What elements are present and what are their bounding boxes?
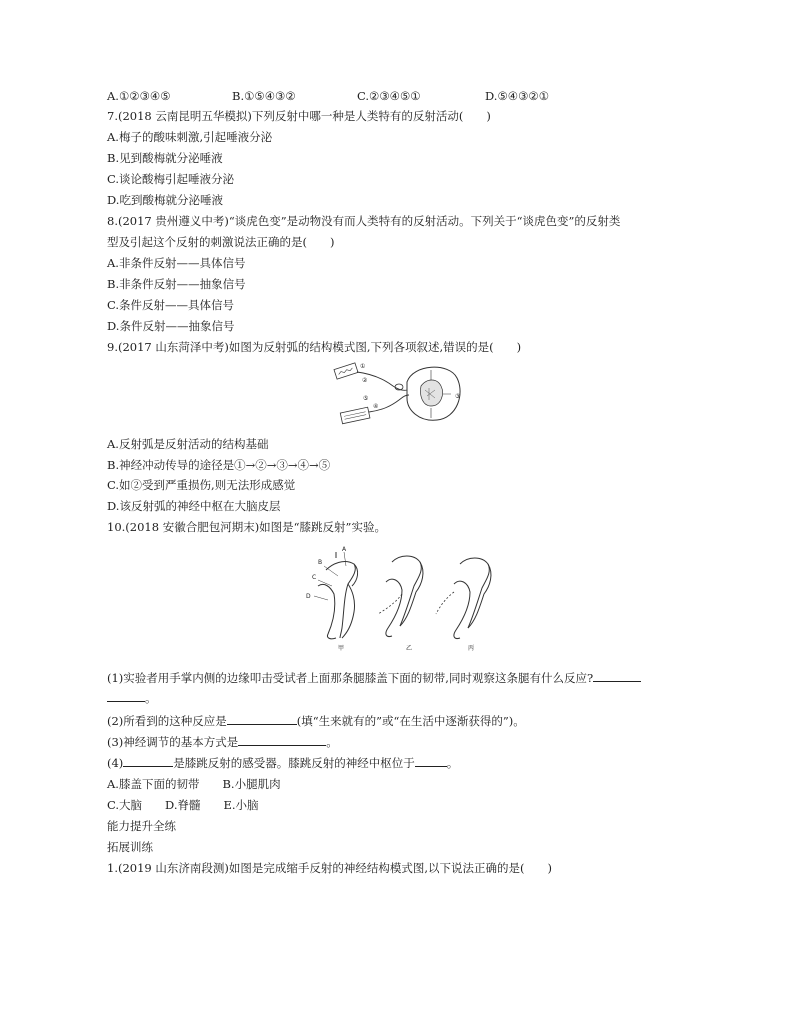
- q10-options-line1: A.膝盖下面的韧带 B.小腿肌肉: [107, 777, 281, 791]
- q6-option-a: A.①②③④⑤: [107, 89, 171, 103]
- spinal-cord: [407, 367, 460, 420]
- q9-option-a: A.反射弧是反射活动的结构基础: [107, 437, 269, 451]
- q10-part3: [107, 734, 338, 750]
- q6-option-d: D.⑤④③②①: [485, 89, 550, 103]
- q10-part1-blank-cont[interactable]: [107, 690, 145, 702]
- panel-jia-legs: [318, 552, 358, 639]
- q7-stem: 7.(2018 云南昆明五华模拟)下列反射中哪一种是人类特有的反射活动( ): [107, 109, 491, 123]
- q9-stem: 9.(2017 山东菏泽中考)如图为反射弧的结构模式图,下列各项叙述,错误的是( ): [107, 340, 522, 354]
- ext-q1-stem: 1.(2019 山东济南段测)如图是完成缩手反射的神经结构模式图,以下说法正确的是( ): [107, 861, 552, 875]
- reflex-arc-figure: [333, 360, 469, 428]
- q10-stem: 10.(2018 安徽合肥包河期末)如图是“膝跳反射”实验。: [107, 520, 386, 534]
- q8-option-d: D.条件反射——抽象信号: [107, 319, 235, 333]
- q10-part1-text: (1)实验者用手掌内侧的边缘叩击受试者上面那条腿膝盖下面的韧带,同时观察这条腿有什么反应?: [107, 671, 594, 685]
- q10-part4-blank1[interactable]: [123, 755, 173, 767]
- q10-part2-pre: (2)所看到的这种反应是: [107, 714, 227, 728]
- label-1: ①: [360, 363, 366, 370]
- q10-part1: [107, 670, 641, 686]
- effector-muscle: [340, 407, 370, 424]
- q9-option-d: D.该反射弧的神经中枢在大脑皮层: [107, 499, 281, 513]
- panel-label-yi: 乙: [406, 645, 413, 652]
- q6-option-b: B.①⑤④③②: [232, 89, 296, 103]
- panel-yi-swing: [378, 594, 402, 614]
- q7-option-a: A.梅子的酸味刺激,引起唾液分泌: [107, 130, 273, 144]
- q10-part4-mid: 是膝跳反射的感受器。膝跳反射的神经中枢位于: [173, 756, 415, 770]
- section-title: 能力提升全练: [107, 819, 176, 833]
- letter-c: C: [312, 574, 317, 581]
- q10-part2-blank[interactable]: [227, 713, 297, 725]
- letter-a: A: [342, 546, 347, 553]
- q10-part1-end: 。: [145, 691, 157, 705]
- q10-part4-pre: (4): [107, 756, 124, 770]
- q8-option-a: A.非条件反射——具体信号: [107, 256, 246, 270]
- q10-part3-pre: (3)神经调节的基本方式是: [107, 735, 239, 749]
- q9-option-b: B.神经冲动传导的途径是①→②→③→④→⑤: [107, 458, 331, 472]
- q8-stem-line1: 8.(2017 贵州遵义中考)“谈虎色变”是动物没有而人类特有的反射活动。下列关于“谈虎色变”的反射类: [107, 214, 621, 228]
- panel-bing-swing: [436, 592, 454, 614]
- panel-bing-legs: [454, 558, 491, 639]
- q10-part4-post: 。: [446, 756, 459, 770]
- q7-option-c: C.谈论酸梅引起唾液分泌: [107, 172, 235, 186]
- q10-part1-blank[interactable]: [593, 670, 641, 682]
- receptor-skin: [334, 363, 358, 379]
- q10-options-line2: C.大脑 D.脊髓 E.小脑: [107, 798, 259, 812]
- q7-option-b: B.见到酸梅就分泌唾液: [107, 151, 223, 165]
- q10-part2: [107, 713, 525, 729]
- letter-b: B: [318, 559, 323, 566]
- letter-d: D: [306, 593, 311, 600]
- panel-label-bing: 丙: [468, 645, 475, 652]
- q9-option-c: C.如②受到严重损伤,则无法形成感觉: [107, 478, 296, 492]
- q6-option-c: C.②③④⑤①: [357, 89, 421, 103]
- q10-part3-post: 。: [326, 735, 338, 749]
- label-5: ⑤: [363, 395, 369, 402]
- q10-part4: [107, 755, 458, 771]
- q10-part1-cont: [107, 690, 157, 706]
- q10-part4-blank2[interactable]: [415, 755, 447, 767]
- q8-option-c: C.条件反射——具体信号: [107, 298, 235, 312]
- q10-part3-blank[interactable]: [238, 734, 326, 746]
- q7-option-d: D.吃到酸梅就分泌唾液: [107, 193, 223, 207]
- panel-label-jia: 甲: [338, 645, 345, 652]
- q8-option-b: B.非条件反射——抽象信号: [107, 277, 246, 291]
- knee-jerk-figure: [296, 542, 506, 654]
- label-4: ④: [373, 403, 379, 410]
- section-subtitle: 拓展训练: [107, 840, 153, 854]
- label-2: ②: [362, 377, 368, 384]
- q8-stem-line2: 型及引起这个反射的刺激说法正确的是( ): [107, 235, 335, 249]
- panel-yi-legs: [386, 556, 423, 637]
- label-3: ③: [455, 393, 461, 400]
- q10-part2-post: (填“生来就有的”或“在生活中逐渐获得的”)。: [296, 714, 525, 728]
